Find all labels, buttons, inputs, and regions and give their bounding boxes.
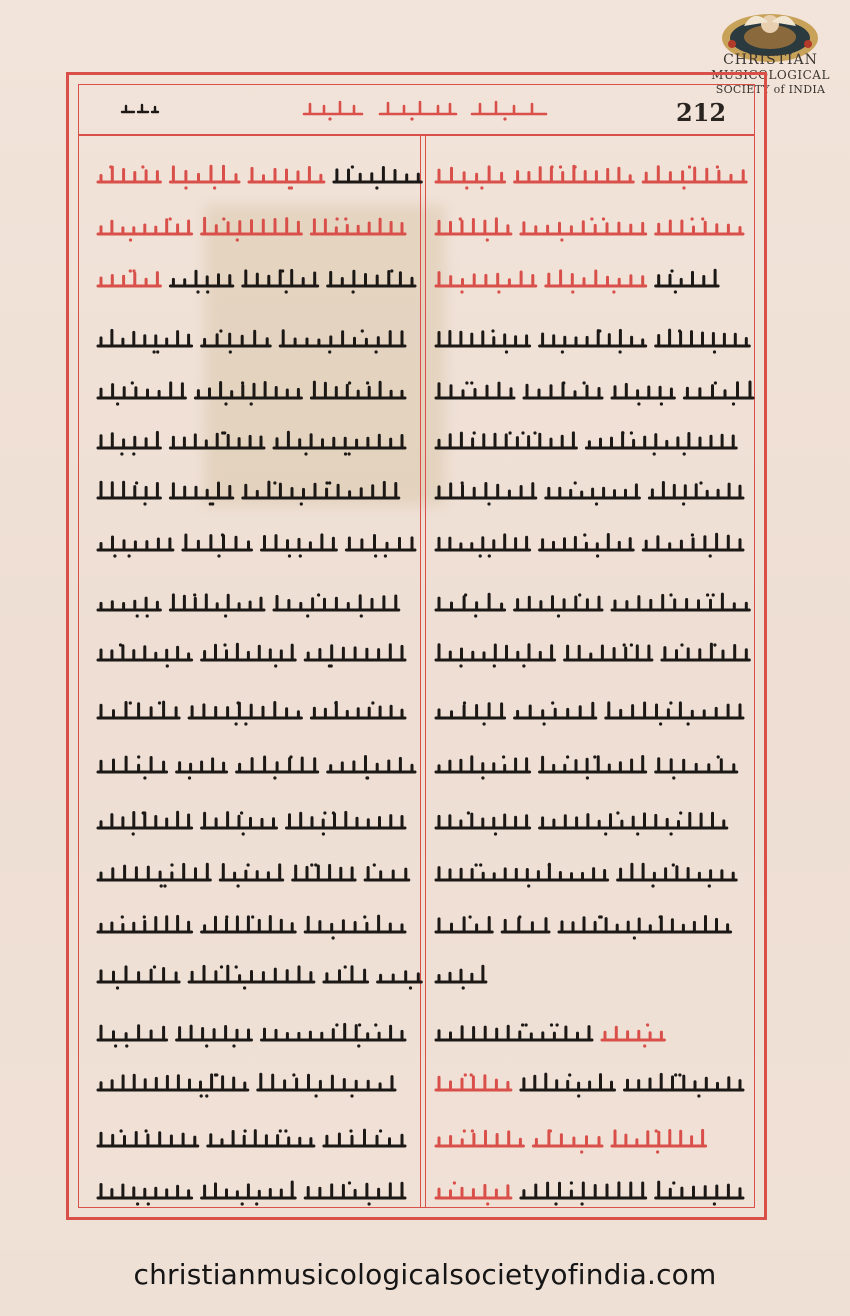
script-line-left xyxy=(98,962,410,992)
script-line-right xyxy=(436,478,748,508)
website-footer: christianmusicologicalsocietyofindia.com xyxy=(133,1258,717,1291)
page-number: 212 xyxy=(676,98,727,127)
script-line-left xyxy=(98,378,410,408)
script-line-left xyxy=(98,640,410,670)
column-divider xyxy=(420,134,426,1208)
script-line-right xyxy=(436,640,748,670)
script-line-right xyxy=(436,698,748,728)
script-line-left xyxy=(98,478,410,508)
script-line-right xyxy=(436,214,748,244)
script-line-right xyxy=(436,860,748,890)
script-line-right xyxy=(436,266,748,296)
folio-mark-script xyxy=(120,102,160,116)
script-line-right xyxy=(436,1178,748,1208)
script-line-left xyxy=(98,162,410,192)
script-line-right xyxy=(436,326,748,356)
script-line-right xyxy=(436,808,748,838)
script-line-right xyxy=(436,1020,748,1050)
script-line-right xyxy=(436,530,748,560)
script-line-right xyxy=(436,912,748,942)
script-line-right xyxy=(436,752,748,782)
script-line-left xyxy=(98,698,410,728)
script-line-right xyxy=(436,590,748,620)
script-line-right xyxy=(436,428,748,458)
script-line-left xyxy=(98,428,410,458)
header-rule xyxy=(78,134,755,136)
running-title-script xyxy=(300,96,550,124)
script-line-left xyxy=(98,860,410,890)
script-line-left xyxy=(98,590,410,620)
script-line-right xyxy=(436,162,748,192)
script-line-left xyxy=(98,1126,410,1156)
logo-text-society: SOCIETY of INDIA xyxy=(715,83,826,96)
script-line-left xyxy=(98,326,410,356)
logo-text-christian: CHRISTIAN xyxy=(723,52,818,68)
script-line-right xyxy=(436,378,748,408)
script-line-right xyxy=(436,962,748,992)
script-line-right xyxy=(436,1070,748,1100)
script-line-left xyxy=(98,530,410,560)
logo-text-musicological: MUSICOLOGICAL xyxy=(711,68,830,82)
script-line-right xyxy=(436,1126,748,1156)
script-line-left xyxy=(98,1020,410,1050)
script-line-left xyxy=(98,912,410,942)
script-line-left xyxy=(98,1178,410,1208)
script-line-left xyxy=(98,808,410,838)
script-line-left xyxy=(98,266,410,296)
script-line-left xyxy=(98,1070,410,1100)
script-line-left xyxy=(98,214,410,244)
script-line-left xyxy=(98,752,410,782)
